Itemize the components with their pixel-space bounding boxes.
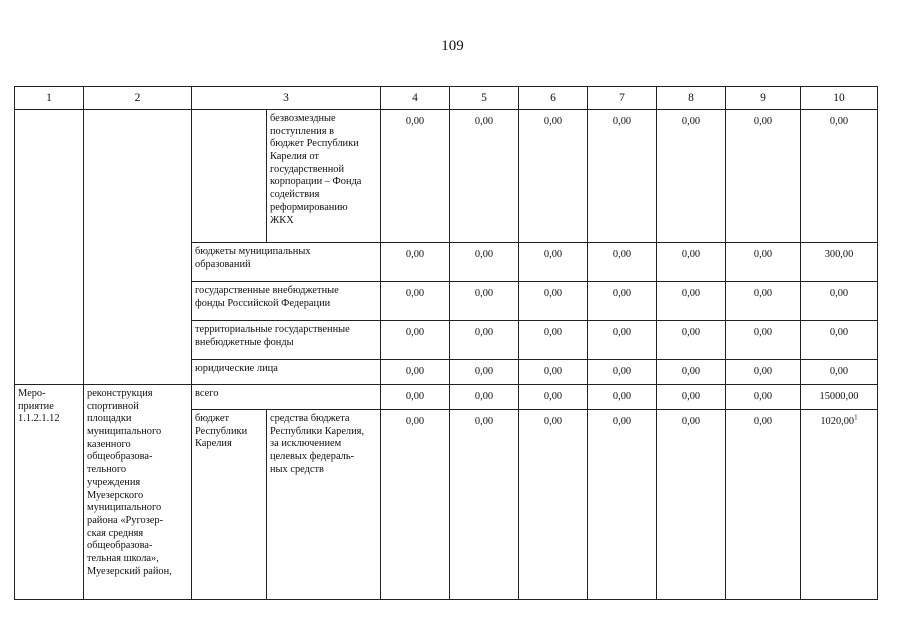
value: 0,00 — [543, 288, 563, 299]
value-cell — [726, 321, 801, 360]
header-cell-8: 8 — [657, 87, 726, 110]
value: 0,00 — [753, 116, 773, 127]
value: 0,00 — [753, 249, 773, 260]
value-cell — [657, 385, 726, 410]
budget-sublabel-cell — [267, 410, 381, 600]
value-cell — [519, 282, 588, 321]
value: 0,00 — [829, 366, 849, 377]
header-cell-2: 2 — [84, 87, 192, 110]
value-cell — [519, 243, 588, 282]
value: 0,00 — [612, 249, 632, 260]
value: 0,00 — [543, 249, 563, 260]
value-cell — [519, 360, 588, 385]
measure-code: Меро- приятие 1.1.2.1.12 — [18, 388, 60, 425]
empty-description-cell — [84, 110, 192, 385]
empty-code-cell — [15, 110, 84, 385]
header-cell-4: 4 — [381, 87, 450, 110]
source-cell — [192, 321, 381, 360]
measure-description: реконструкция спортивной площадки муниципального казенного общеобразова- тельного учреждения Муезерского муниципального района «Ругозер- ская средняя общеобразова- тельная школа», Муезерский район, — [87, 388, 172, 577]
value: 0,00 — [829, 116, 849, 127]
header-cell-6: 6 — [519, 87, 588, 110]
value: 0,00 — [681, 366, 701, 377]
value-cell — [381, 360, 450, 385]
value-cell — [726, 243, 801, 282]
value: 1020,00 — [820, 416, 855, 427]
value-cell — [801, 385, 878, 410]
total-label-cell — [192, 385, 381, 410]
table-row — [15, 110, 878, 243]
value-cell — [801, 282, 878, 321]
source-label: государственные внебюджетные фонды Российской Федерации — [195, 285, 339, 309]
value-cell — [588, 282, 657, 321]
value: 0,00 — [753, 327, 773, 338]
source-label: территориальные государственные внебюджетные фонды — [195, 324, 350, 348]
value: 0,00 — [829, 288, 849, 299]
budget-label-cell — [192, 410, 267, 600]
value-cell — [657, 110, 726, 243]
header-cell-5: 5 — [450, 87, 519, 110]
value-cell — [801, 243, 878, 282]
value-cell — [657, 360, 726, 385]
table-row — [15, 385, 878, 410]
value: 0,00 — [612, 391, 632, 402]
value: 0,00 — [543, 366, 563, 377]
value-cell — [450, 321, 519, 360]
value: 0,00 — [681, 249, 701, 260]
value-cell — [726, 282, 801, 321]
value: 0,00 — [753, 391, 773, 402]
value-cell — [450, 110, 519, 243]
measure-description-cell — [84, 385, 192, 600]
value-cell — [519, 321, 588, 360]
value-cell — [726, 385, 801, 410]
value: 0,00 — [612, 366, 632, 377]
value: 0,00 — [474, 288, 494, 299]
value: 0,00 — [405, 416, 425, 427]
value-cell — [726, 360, 801, 385]
header-cell-3: 3 — [192, 87, 381, 110]
total-label: всего — [195, 388, 219, 399]
source-label: безвозмездные поступления в бюджет Республики Карелия от государственной корпорации – Фонда содействия реформированию ЖКХ — [270, 113, 362, 226]
value-cell — [519, 410, 588, 600]
value: 0,00 — [474, 116, 494, 127]
value-cell — [519, 110, 588, 243]
value-cell — [381, 110, 450, 243]
budget-table — [14, 86, 878, 600]
value-cell — [450, 385, 519, 410]
value-cell — [588, 360, 657, 385]
value: 0,00 — [405, 366, 425, 377]
measure-code-cell — [15, 385, 84, 600]
value: 0,00 — [405, 391, 425, 402]
header-cell-9: 9 — [726, 87, 801, 110]
source-cell — [192, 243, 381, 282]
value-cell — [801, 410, 878, 600]
value: 0,00 — [474, 366, 494, 377]
column-header-row — [15, 87, 878, 110]
value-cell — [381, 410, 450, 600]
budget-label: бюджет Республики Карелия — [195, 413, 248, 450]
value: 0,00 — [474, 416, 494, 427]
source-label: юридические лица — [195, 363, 278, 374]
header-cell-7: 7 — [588, 87, 657, 110]
value: 0,00 — [405, 249, 425, 260]
value-cell — [726, 410, 801, 600]
value: 0,00 — [543, 391, 563, 402]
value: 0,00 — [405, 327, 425, 338]
value: 0,00 — [612, 288, 632, 299]
value-cell — [381, 385, 450, 410]
value: 0,00 — [753, 366, 773, 377]
value-cell — [381, 243, 450, 282]
value: 0,00 — [405, 116, 425, 127]
value-cell — [801, 321, 878, 360]
value: 0,00 — [612, 327, 632, 338]
value-cell — [801, 360, 878, 385]
value-cell — [657, 243, 726, 282]
value: 0,00 — [543, 327, 563, 338]
source-cell — [192, 360, 381, 385]
value: 0,00 — [681, 116, 701, 127]
value: 0,00 — [681, 391, 701, 402]
value: 0,00 — [405, 288, 425, 299]
value: 0,00 — [829, 327, 849, 338]
footnote-marker: 1 — [854, 413, 858, 422]
value: 0,00 — [612, 416, 632, 427]
value-cell — [588, 110, 657, 243]
value: 0,00 — [543, 416, 563, 427]
value-cell — [657, 321, 726, 360]
value-cell — [657, 410, 726, 600]
value-cell — [801, 110, 878, 243]
value-cell — [657, 282, 726, 321]
value-cell — [450, 243, 519, 282]
value-cell — [726, 110, 801, 243]
value: 0,00 — [681, 288, 701, 299]
value: 0,00 — [474, 249, 494, 260]
source-cell — [267, 110, 381, 243]
value-cell — [381, 282, 450, 321]
source-label: бюджеты муниципальных образований — [195, 246, 311, 270]
page-number: 109 — [441, 38, 464, 54]
value-cell — [450, 282, 519, 321]
budget-sublabel: средства бюджета Республики Карелия, за исключением целевых федераль- ных средств — [270, 413, 365, 475]
value: 0,00 — [753, 288, 773, 299]
empty-source-cell — [192, 110, 267, 243]
source-cell — [192, 282, 381, 321]
value-cell — [588, 410, 657, 600]
value-cell — [588, 385, 657, 410]
value-cell — [588, 243, 657, 282]
value: 0,00 — [753, 416, 773, 427]
value: 0,00 — [681, 327, 701, 338]
value-cell — [450, 410, 519, 600]
value: 300,00 — [824, 249, 854, 260]
value: 0,00 — [681, 416, 701, 427]
header-cell-10: 10 — [801, 87, 878, 110]
header-cell-1: 1 — [15, 87, 84, 110]
value-cell — [519, 385, 588, 410]
value: 0,00 — [474, 391, 494, 402]
value: 15000,00 — [819, 391, 859, 402]
value-cell — [381, 321, 450, 360]
value-cell — [588, 321, 657, 360]
value: 0,00 — [474, 327, 494, 338]
value-with-footnote — [801, 410, 877, 429]
value-cell — [450, 360, 519, 385]
value: 0,00 — [543, 116, 563, 127]
value: 0,00 — [612, 116, 632, 127]
